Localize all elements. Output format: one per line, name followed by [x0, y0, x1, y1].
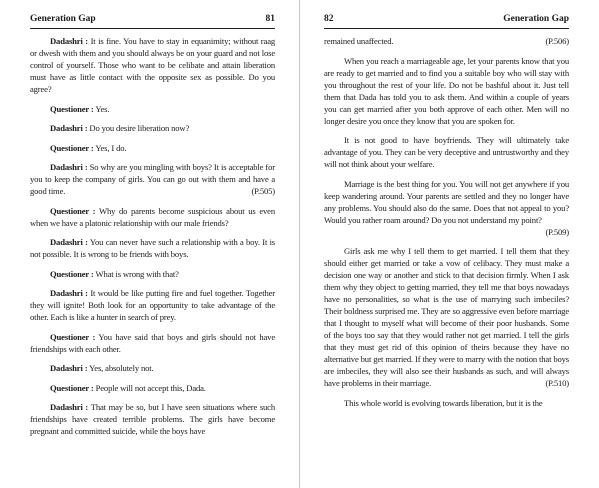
paragraph: [30, 35, 275, 95]
paragraph: [30, 161, 275, 197]
paragraph: [30, 205, 275, 229]
speaker-label: Questioner :: [50, 205, 96, 216]
header-title: Generation Gap: [503, 14, 569, 24]
paragraph-text: You can never have such a relationship with a boy. It is not possible. It is wrong to be friends with boys.: [30, 237, 276, 259]
paragraph-text: Why do parents become suspicious about us even when we have a platonic relationship with our male friends?: [30, 205, 275, 228]
paragraph-text: remained unaffected.: [324, 36, 394, 46]
paragraph-text: Girls ask me why I tell them to get married. I tell them that they should either get married or take a vow of celibacy. They must make a decision one way or another and stick to that decision firmly. When I ask them why they object to getting married, they tell me that boys nowadays have no personalities, so what is the use of marrying such imbeciles? Their boldness surprised me. They are so aggressive even before marriage that I thought to myself what will become of their poor husbands. Some of the boys too say that they would rather not get married. I tell the girls that they must get rid of this opinion of theirs because they have no alternative but get married. If they were to marry with the notion that boys are imbeciles, they will also see their husbands as such, and will always have problems in their marriage.: [324, 246, 569, 388]
page-reference: (P.510): [545, 378, 569, 388]
speaker-label: Dadashri :: [50, 237, 88, 247]
paragraph: [30, 401, 275, 437]
paragraph: [324, 35, 569, 47]
page-reference: (P.509): [545, 226, 569, 237]
paragraph-text: Yes, I do.: [93, 142, 127, 153]
speaker-label: Dadashri :: [50, 123, 88, 133]
paragraph: [30, 268, 275, 280]
paragraph: [30, 362, 275, 374]
page-number: 82: [324, 14, 334, 24]
speaker-label: Dadashri :: [50, 402, 89, 412]
paragraph-text: What is wrong with that?: [93, 268, 179, 279]
right-page: [300, 0, 599, 488]
paragraph-text: People will not accept this, Dada.: [93, 382, 206, 393]
page-number: 81: [265, 14, 275, 24]
paragraph: [324, 134, 569, 170]
paragraph-text: When you reach a marriageable age, let your parents know that you are ready to get married and to find you a suitable boy who will stay with you throughout the rest of your life. Do not be bashful about it. Just tell them that Dada has told you to ask them. And within a couple of years you can get married after you both approve of each other. Men will no longer desire you once they know that you are spoken for.: [324, 55, 569, 126]
paragraph: [30, 142, 275, 154]
paragraph: [30, 236, 275, 260]
paragraph: [324, 178, 569, 238]
header-title: Generation Gap: [30, 14, 96, 24]
speaker-label: Questioner :: [50, 142, 94, 153]
paragraph-text: Yes, absolutely not.: [87, 363, 154, 373]
speaker-label: Questioner :: [50, 103, 94, 114]
left-page: [0, 0, 299, 488]
running-head-left: [30, 14, 275, 29]
paragraph: [324, 397, 569, 409]
paragraph: [30, 122, 275, 134]
paragraph: [30, 103, 275, 115]
page-reference: (P.505): [251, 186, 275, 196]
paragraph: [30, 287, 275, 323]
paragraph-text: This whole world is evolving towards liberation, but it is the: [344, 397, 543, 408]
paragraph: [30, 331, 275, 355]
speaker-label: Questioner :: [50, 268, 94, 279]
speaker-label: Dadashri :: [50, 162, 88, 172]
speaker-label: Dadashri :: [50, 363, 88, 373]
paragraph-text: Do you desire liberation now?: [87, 123, 190, 133]
paragraph-text: Marriage is the best thing for you. You will not get anywhere if you keep wandering around. Your parents are settled and they no longer have any problems. You should also do the same. Does that not appeal to you? Would you rather roam around? Do you not understand my point?: [324, 178, 569, 225]
paragraph: [324, 245, 569, 389]
paragraph: [30, 382, 275, 394]
paragraph: [324, 55, 569, 127]
paragraph-text: That may be so, but I have seen situations where such friendships have created terrible problems. The girls have become pregnant and committed suicide, while the boys have: [30, 402, 275, 436]
left-page-body: [30, 35, 275, 437]
paragraph-text: You have said that boys and girls should not have friendships with each other.: [30, 331, 275, 354]
paragraph-text: It is fine. You have to stay in equanimity; without raag or dwesh with them and you should always be on your guard and not lose control of yourself. Those who want to be celibate and attain liberation must have as little contact with the opposite sex as possible. Do you agree?: [30, 36, 275, 94]
right-page-body: [324, 35, 569, 409]
paragraph-text: So why are you mingling with boys? It is acceptable for you to keep the company of girls. You can go out with them and have a good time.: [30, 162, 275, 196]
paragraph-text: It is not good to have boyfriends. They will ultimately take advantage of you. They can be very deceptive and untrustworthy and they will not think about your welfare.: [324, 135, 569, 169]
speaker-label: Questioner :: [50, 331, 96, 342]
speaker-label: Dadashri :: [50, 36, 88, 46]
page-reference: (P.506): [545, 36, 569, 46]
speaker-label: Questioner :: [50, 382, 94, 393]
running-head-right: [324, 14, 569, 29]
paragraph-text: Yes.: [93, 103, 110, 114]
speaker-label: Dadashri :: [50, 288, 88, 298]
paragraph-text: It would be like putting fire and fuel together. Together they will ignite! Both look for an opportunity to take advantage of the other. Each is like a hunter in search of prey.: [30, 288, 276, 322]
